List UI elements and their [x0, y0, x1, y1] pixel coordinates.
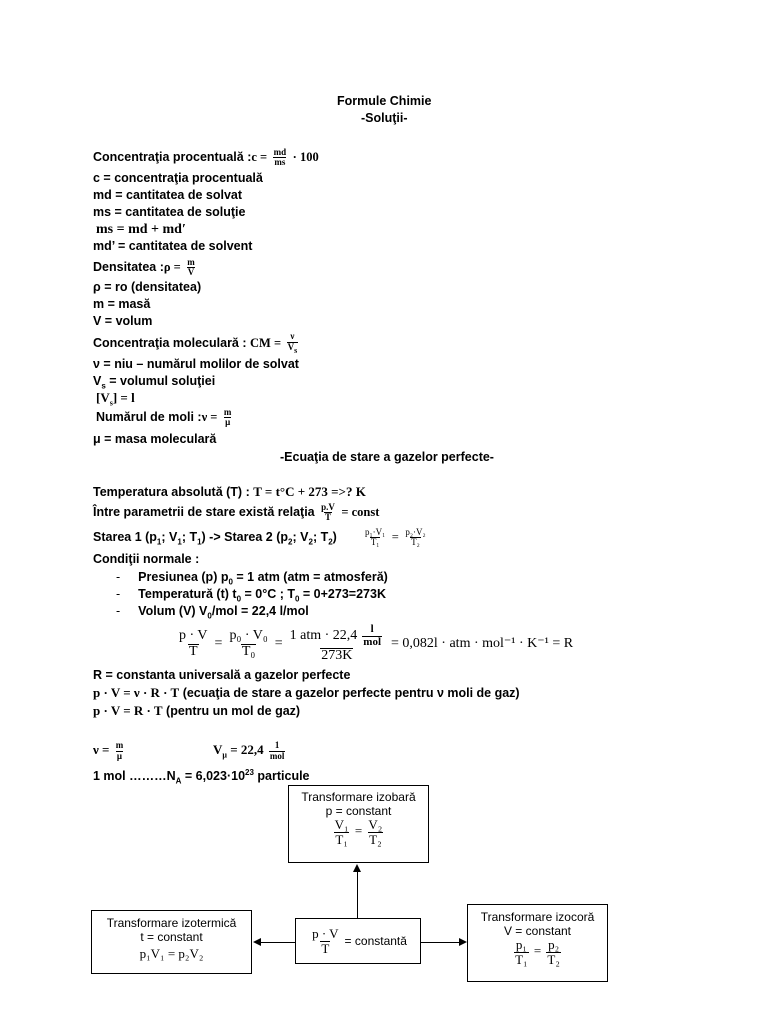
rho-definition: ρ = ro (densitatea): [93, 280, 202, 294]
mu-definition: μ = masa moleculară: [93, 432, 217, 446]
isochoric-box: [467, 904, 608, 982]
nu-definition: ν = niu – numărul molilor de solvat: [93, 357, 299, 371]
isothermal-condition: t = constant: [140, 930, 203, 944]
moles-line: Numărul de moli :ν = $\frac{m}{\mu}$: [96, 406, 232, 428]
pv-rt-line: p · V = R · T (pentru un mol de gaz): [93, 703, 301, 718]
center-box: $\frac{p \cdot V}{T}$ = constantă: [295, 918, 421, 964]
density-line: Densitatea :ρ = $\frac{m}{V}$: [93, 256, 195, 278]
condition-temperature: - Temperatură (t) $t_0 = 0^\circ C$ ; $T_0 = 0+273=273K$: [116, 587, 386, 604]
molar-concentration-line: Concentraţia moleculară : CM = $\frac{\nu}{V_s}$: [93, 331, 298, 355]
ms-definition: ms = cantitatea de soluţie: [93, 205, 246, 219]
pv-nrt-line: p · V = ν · R · T (ecuaţia de stare a gazelor perfecte pentru ν moli de gaz): [93, 685, 520, 700]
arrow-right-head: [459, 938, 467, 946]
gas-heading: -Ecuaţia de stare a gazelor perfecte-: [280, 450, 494, 464]
arrow-left-head: [253, 938, 261, 946]
vs-definition: $V_s$ = volumul soluţiei: [93, 374, 216, 391]
isochoric-condition: V = constant: [503, 924, 572, 938]
temperature-line: Temperatura absolută (T) : T = t°C + 273 =>? K: [93, 484, 366, 499]
arrow-right-line: [421, 942, 459, 943]
gas-constant-derivation: $\frac{p \cdot V}{T}$ = $\frac{\text{p₀ · V₀}}{\text{T₀}}$ = 1 atm · 22,4 $\frac{l}{\text{mol}}$ 273K = 0,082l · atm · mol⁻¹ · K⁻¹ = R: [179, 623, 574, 664]
isochoric-equation: $\frac{\text{p₁}}{\text{T₁}}$ = $\frac{\text{p₂}}{\text{T₂}}$: [515, 937, 560, 967]
isobaric-condition: p = constant: [325, 804, 392, 818]
md-prime-definition: md’ = cantitatea de solvent: [93, 239, 253, 253]
isobaric-title: Transformare izobară: [301, 790, 416, 804]
arrow-up-line: [357, 872, 358, 918]
state-line: Starea 1 ($p_1$; $V_1$; $T_1$) -> Starea 2 ($p_2$; $V_2$; $T_2$): [93, 530, 337, 547]
nu-formula: ν = $\frac{m}{\mu}$: [93, 740, 124, 761]
isothermal-equation: p₁V₁ = p₂V₂: [139, 946, 204, 961]
isobaric-equation: $\frac{\text{V₁}}{\text{T₁}}$ = $\frac{\text{V₂}}{\text{T₂}}$: [334, 817, 383, 847]
concentration-line: Concentraţia procentuală :c = $\frac{md}{ms}$ · 100: [93, 146, 319, 168]
isochoric-title: Transformare izocoră: [480, 910, 595, 924]
c-definition: c = concentraţia procentuală: [93, 171, 263, 185]
v-definition: V = volum: [93, 314, 153, 328]
arrow-left-line: [261, 942, 295, 943]
md-definition: md = cantitatea de solvat: [93, 188, 243, 202]
condition-pressure: - Presiunea (p) $p_0 = 1$ atm (atm = atmosferă): [116, 570, 388, 587]
relation-line: Între parametrii de stare există relaţia $\frac{p.V}{T}$ = const: [93, 501, 380, 523]
ms-formula: ms = md + md′: [96, 222, 186, 237]
vs-unit: $[V_s] = l$: [96, 390, 135, 408]
isothermal-title: Transformare izotermică: [106, 916, 237, 930]
conditions-label: Condiţii normale :: [93, 552, 200, 566]
avogadro-line: 1 mol $\dots\dots\dots N_A = 6,023\cdot 10^{23}$ particule: [93, 768, 310, 786]
molar-volume-formula: $V_\mu = 22,4$ $\frac{1}{\text{mol}}$: [213, 740, 285, 761]
isothermal-box: [91, 910, 252, 974]
m-definition: m = masă: [93, 297, 151, 311]
page-subtitle: -Soluţii-: [361, 111, 408, 125]
arrow-up-head: [353, 864, 361, 872]
isobaric-box: [288, 785, 429, 863]
r-definition: R = constanta universală a gazelor perfecte: [93, 668, 351, 682]
page-title: Formule Chimie: [337, 94, 432, 108]
state-equation: $\frac{\text{p₁·V₁}}{\text{T₁}}$ = $\frac{\text{p₂·V₂}}{\text{T₂}}$: [365, 526, 426, 548]
condition-volume: - Volum (V) $V_0$/mol = 22,4 l/mol: [116, 604, 309, 621]
